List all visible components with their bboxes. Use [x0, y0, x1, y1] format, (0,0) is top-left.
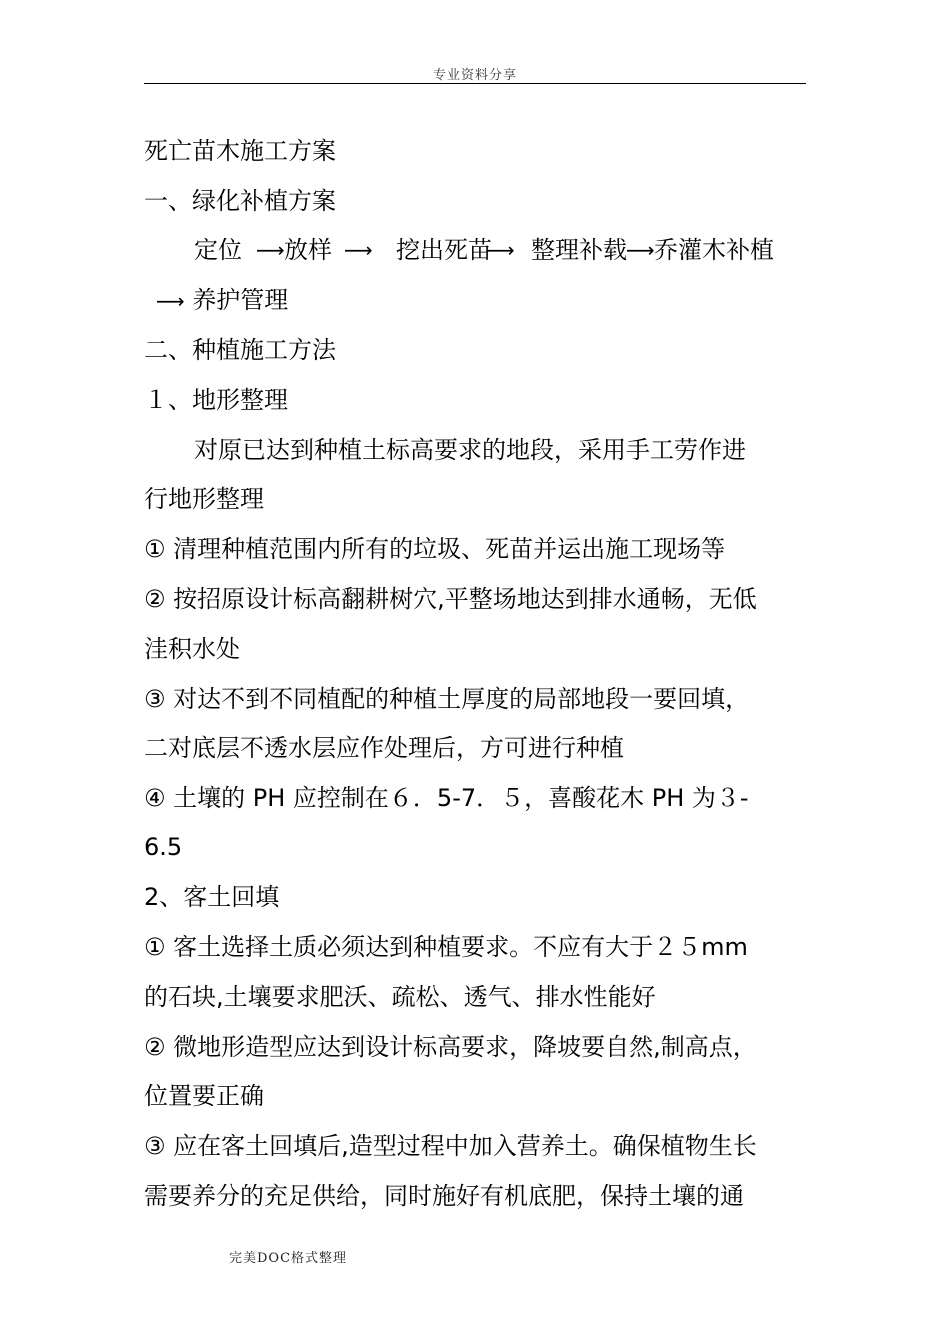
list-item: ③ 对达不到不同植配的种植土厚度的局部地段一要回填，: [144, 685, 750, 713]
arrow-right-icon: ⟶: [626, 238, 655, 262]
list-item-continuation: 6.5: [144, 833, 183, 861]
list-item-continuation: 的石块,土壤要求肥沃、疏松、透气、排水性能好: [144, 983, 656, 1011]
page-header: 专业资料分享: [432, 68, 517, 83]
flow-continuation: [156, 285, 288, 316]
section2-heading: 二、种植施工方法: [144, 336, 336, 364]
list-item-continuation: 位置要正确: [144, 1082, 264, 1110]
arrow-right-icon: ⟶: [344, 238, 373, 262]
list-item: ② 微地形造型应达到设计标高要求，降坡要自然,制高点，: [144, 1033, 757, 1061]
process-flow: [194, 235, 794, 267]
list-item: ② 按招原设计标高翻耕树穴,平整场地达到排水通畅，无低: [144, 585, 757, 613]
paragraph-line: 对原已达到种植土标高要求的地段，采用手工劳作进: [194, 436, 746, 464]
flow-step-3: 挖出死苗: [396, 236, 492, 264]
arrow-right-icon: ⟶: [486, 238, 515, 262]
list-item: ① 客土选择土质必须达到种植要求。不应有大于２５mm: [144, 933, 748, 961]
header-rule: [144, 83, 806, 84]
list-item: ① 清理种植范围内所有的垃圾、死苗并运出施工现场等: [144, 535, 726, 563]
arrow-right-icon: ⟶: [256, 238, 285, 262]
flow-step-2: 放样: [284, 236, 332, 264]
list-item-continuation: 需要养分的充足供给，同时施好有机底肥，保持土壤的通: [144, 1182, 744, 1210]
document-title: 死亡苗木施工方案: [144, 137, 336, 165]
page-footer: 完美DOC格式整理: [229, 1251, 348, 1266]
list-item: ④ 土壤的 PH 应控制在６．5-7．５，喜酸花木 PH 为３-: [144, 784, 749, 812]
list-item-continuation: 洼积水处: [144, 635, 240, 663]
list-item: ③ 应在客土回填后,造型过程中加入营养土。确保植物生长: [144, 1132, 757, 1160]
flow-step-6: 养护管理: [192, 286, 289, 314]
subsection2-heading: 2、客土回填: [144, 883, 280, 911]
flow-step-1: 定位: [194, 236, 242, 264]
list-item-continuation: 二对底层不透水层应作处理后，方可进行种植: [144, 734, 624, 762]
flow-step-4: 整理补载: [531, 236, 627, 264]
paragraph-line: 行地形整理: [144, 485, 264, 513]
flow-step-5: 乔灌木补植: [654, 236, 774, 264]
arrow-right-icon: ⟶: [156, 289, 185, 313]
section1-heading: 一、绿化补植方案: [144, 187, 336, 215]
subsection1-heading: １、地形整理: [144, 386, 288, 414]
